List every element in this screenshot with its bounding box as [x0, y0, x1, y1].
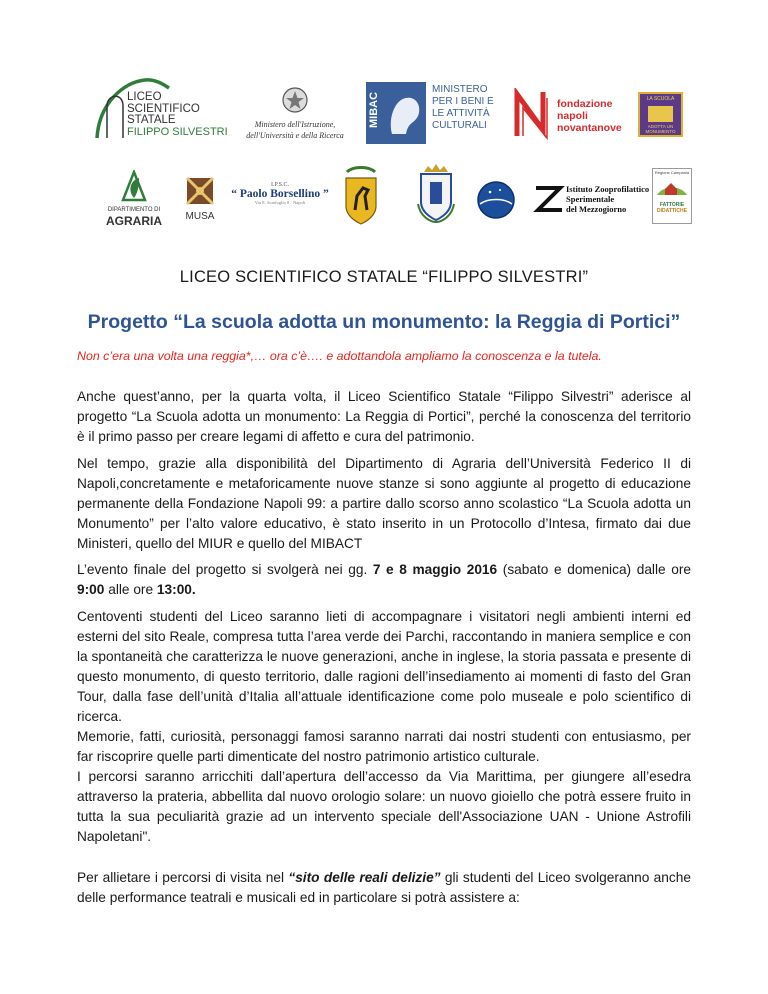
sito-reali-delizie: “sito delle reali delizie” — [288, 870, 441, 885]
zooprofilattico-logo — [532, 182, 652, 222]
agraria-leaf-icon — [117, 170, 151, 202]
fondazione-n-icon — [513, 88, 553, 140]
fondazione-line1: fondazione — [557, 98, 613, 110]
italian-emblem-icon — [281, 86, 309, 114]
agraria-line1: DIPARTIMENTO DI — [107, 207, 161, 213]
borsellino-name: “ Paolo Borsellino ” — [231, 188, 329, 200]
izs-mark-icon — [532, 182, 566, 216]
paragraph-7: Per allietare i percorsi di visita nel “sito delle reali delizie” gli studenti del Liceo svolgeranno anche delle performance teatrali e musicali ed in particolare si potrà assistere a: — [77, 870, 691, 905]
mibac-mark: MIBAC — [368, 91, 381, 129]
page-title: LICEO SCIENTIFICO STATALE “FILIPPO SILVESTRI” — [179, 268, 589, 286]
paragraph-5: Memorie, fatti, curiosità, personaggi famosi saranno narrati dai nostri studenti con entusiasmo, per far riscoprire quelle parti dimenticate del nostro patrimonio artistico culturale. — [77, 729, 691, 764]
province-crest-logo — [343, 166, 379, 226]
mibac-line1: MINISTERO — [432, 84, 488, 95]
event-end: 13:00. — [156, 582, 196, 597]
portici-crest-logo — [416, 164, 456, 224]
fattorie-line2: DIDATTICHE — [657, 208, 687, 214]
fattorie-didattiche-logo — [652, 168, 692, 224]
borsellino-pre: I.P.S.C. — [270, 182, 289, 188]
mibac-line3: LE ATTIVITÀ — [432, 108, 490, 119]
agraria-line2: AGRARIA — [106, 214, 162, 228]
musa-tile-icon — [185, 176, 215, 206]
fondazione-line3: novantanove — [557, 122, 622, 134]
paragraph-1: Anche quest’anno, per la quarta volta, il Liceo Scientifico Statale “Filippo Silvestri” aderisce al progetto “La Scuola adotta un monumento: La Reggia di Portici”, perché la conoscenza del territorio è il primo passo per creare legami di affetto e cura del patrimonio. — [77, 389, 691, 444]
paragraph-4: Centoventi studenti del Liceo saranno lieti di accompagnare i visitatori negli ambienti interni ed esterni del sito Reale, compresa tutta l’area verde dei Parchi, raccontando in maniera semplice e con la spontaneità che caratterizza le nuove generazioni, anche in inglese, la storia passata e presente di questo monumento, di questo territorio, dalle ragioni dell’insediamento ai momenti di fasto del Gran Tour, dalla fase dell’unità d’Italia all’attuale identificazione come polo museale e polo scientifico di ricerca. Memorie, fatti, curiosità, personaggi famosi saranno narrati dai nostri studenti con entusiasmo, per far riscoprire quelle parti dimenticate del nostro patrimonio artistico culturale. I percorsi saranno arricchiti dall’apertura dell’accesso da Via Marittima, per giungere all’esedra attraverso la prateria, abbellita dal nuovo orologio solare: un nuovo gioiello che potrà essere fruito in tutta la sua peculiarità grazie ad un intervento speciale dell'Associazione UAN - Unione Astrofili Napoletani". — [77, 607, 691, 847]
tagline: Non c’era una volta una reggia*,… ora c’è…. e adottandola ampliamo la conoscenza e la tutela. — [77, 349, 602, 363]
liceo-line3: STATALE — [127, 114, 176, 126]
paragraph-event: L’evento finale del progetto si svolgerà nei gg. 7 e 8 maggio 2016 (sabato e domenica) dalle ore 9:00 alle ore 13:00. — [77, 562, 691, 597]
liceo-line1: LICEO — [127, 91, 162, 103]
scuola-adotta-line1: LA SCUOLA — [646, 96, 675, 102]
paragraph-2: Nel tempo, grazie alla disponibilità del Dipartimento di Agraria dell’Università Federico II di Napoli,concretamente e metaforicamente nuove stanze si sono aggiunte al progetto di educazione permanente della Fondazione Napoli 99: a partire dallo scorso anno scolastico “La Scuola adotta un Monumento” per l’alto valore educativo, è stato inserito in un Protocollo d’Intesa, firmato dai due Ministeri, quello del MIUR e quello del MIBACT — [77, 456, 691, 551]
izs-line1: Istituto Zooprofilattico — [566, 184, 650, 194]
borsellino-logo — [230, 182, 330, 218]
ministero-line1: Ministero dell'Istruzione, — [254, 120, 336, 129]
mibac-head-icon — [384, 90, 424, 140]
astronomy-globe-icon — [476, 180, 516, 220]
izs-line3: del Mezzogiorno — [566, 204, 627, 214]
city-crest-icon — [416, 164, 456, 224]
liceo-logo — [93, 76, 233, 142]
borsellino-sub: Via E. Scarfoglio 8 · Napoli — [254, 200, 306, 205]
paragraph-6: I percorsi saranno arricchiti dall’apertura dell’accesso da Via Marittima, per giungere all’esedra attraverso la prateria, abbellita dal nuovo orologio solare: un nuovo gioiello che potrà essere fruito in tutta la sua peculiarità grazie ad un intervento speciale dell'Associazione UAN - Unione Astrofili Napoletani". — [77, 769, 691, 844]
liceo-line4: FILIPPO SILVESTRI — [127, 125, 228, 138]
fattorie-top: Regione Campania — [654, 170, 690, 175]
fattorie-line1: FATTORIE — [659, 202, 685, 208]
mibac-logo — [366, 80, 496, 146]
agraria-logo — [104, 170, 164, 228]
event-dates: 7 e 8 maggio 2016 — [372, 562, 498, 577]
mibac-line2: PER I BENI E — [432, 96, 494, 107]
ministero-istruzione-logo — [240, 86, 350, 146]
event-start: 9:00 — [77, 582, 105, 597]
fondazione-line2: napoli — [557, 110, 588, 122]
ministero-line2: dell'Università e della Ricerca — [246, 131, 344, 140]
scuola-adotta-logo — [638, 92, 683, 137]
project-title: Progetto “La scuola adotta un monumento: la Reggia di Portici” — [87, 311, 681, 333]
uan-logo — [476, 180, 516, 220]
liceo-line2: SCIENTIFICO — [127, 102, 200, 115]
scuola-adotta-line2: ADOTTA UN — [647, 124, 674, 129]
farm-icon — [655, 175, 689, 197]
izs-line2: Sperimentale — [566, 194, 615, 204]
musa-logo — [180, 176, 220, 226]
mibac-line4: CULTURALI — [432, 120, 487, 131]
musa-label: MUSA — [185, 211, 215, 222]
fondazione-logo — [513, 88, 623, 142]
scuola-adotta-line3: MONUMENTO — [645, 129, 676, 134]
horse-crest-icon — [343, 166, 379, 226]
